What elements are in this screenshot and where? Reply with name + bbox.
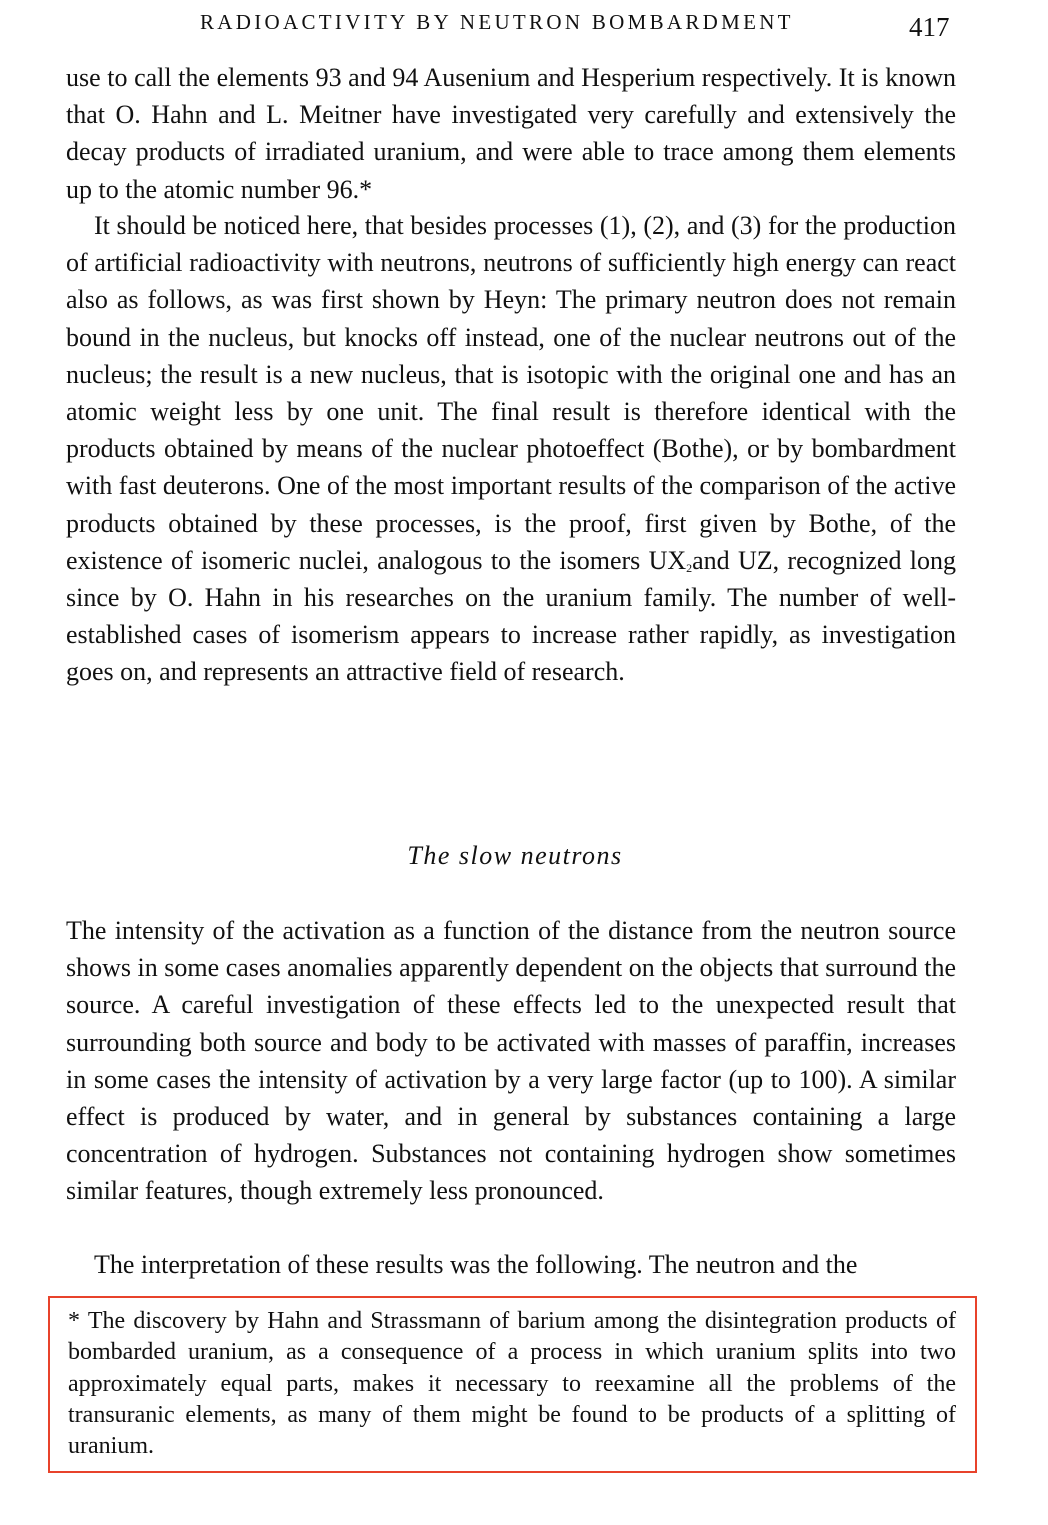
running-title: RADIOACTIVITY BY NEUTRON BOMBARDMENT	[200, 10, 794, 34]
paragraph-2	[66, 207, 956, 691]
paragraph-4: The interpretation of these results was the following. The neutron and the	[94, 1250, 858, 1279]
paragraph-2-text-b: and UZ, recognized long since by O. Hahn in his researches on the uranium family. The number of well-established cases of isomerism appears to increase rather rapidly, as investigation goes on, and represents an attractive field of research.	[66, 545, 956, 687]
paragraph-3: The intensity of the activation as a function of the distance from the neutron source shows in some cases anomalies apparently dependent on the objects that surround the source. A careful investigation of these effects led to the unexpected result that surrounding both source and body to be activated with masses of paraffin, increases in some cases the intensity of activation by a very large factor (up to 100). A similar effect is produced by water, and in general by substances containing a large concentration of hydrogen. Substances not containing hydrogen show sometimes similar features, though extremely less pronounced.	[66, 916, 956, 1206]
paragraph-1: use to call the elements 93 and 94 Ausenium and Hesperium respectively. It is known that O. Hahn and L. Meitner have investigated very carefully and extensively the decay products of irradiated uranium, and were able to trace among them elements up to the atomic number 96.*	[66, 63, 956, 204]
paragraph-2-text-a: It should be noticed here, that besides processes (1), (2), and (3) for the production of artificial radioactivity with neutrons, neutrons of sufficiently high energy can react also as follows, as was first shown by Heyn: The primary neutron does not remain bound in the nucleus, but knocks off instead, one of the nuclear neutrons out of the nucleus; the result is a new nucleus, that is isotopic with the original one and has an atomic weight less by one unit. The final result is therefore identical with the products obtained by means of the nuclear photoeffect (Bothe), or by bombardment with fast deuterons. One of the most important results of the comparison of the active products obtained by these processes, is the proof, first given by Bothe, of the existence of isomeric nuclei, analogous to the isomers UX	[66, 211, 956, 575]
page-number: 417	[909, 12, 950, 42]
section-title: The slow neutrons	[407, 841, 623, 870]
footnote: * The discovery by Hahn and Strassmann of barium among the disintegration products of bombarded uranium, as a consequence of a process in which uranium splits into two approximately equal parts, makes it necessary to reexamine all the problems of the transuranic elements, as many of them might be found to be products of a splitting of uranium.	[68, 1308, 956, 1460]
paragraph-2-subscript: 2	[686, 560, 693, 575]
